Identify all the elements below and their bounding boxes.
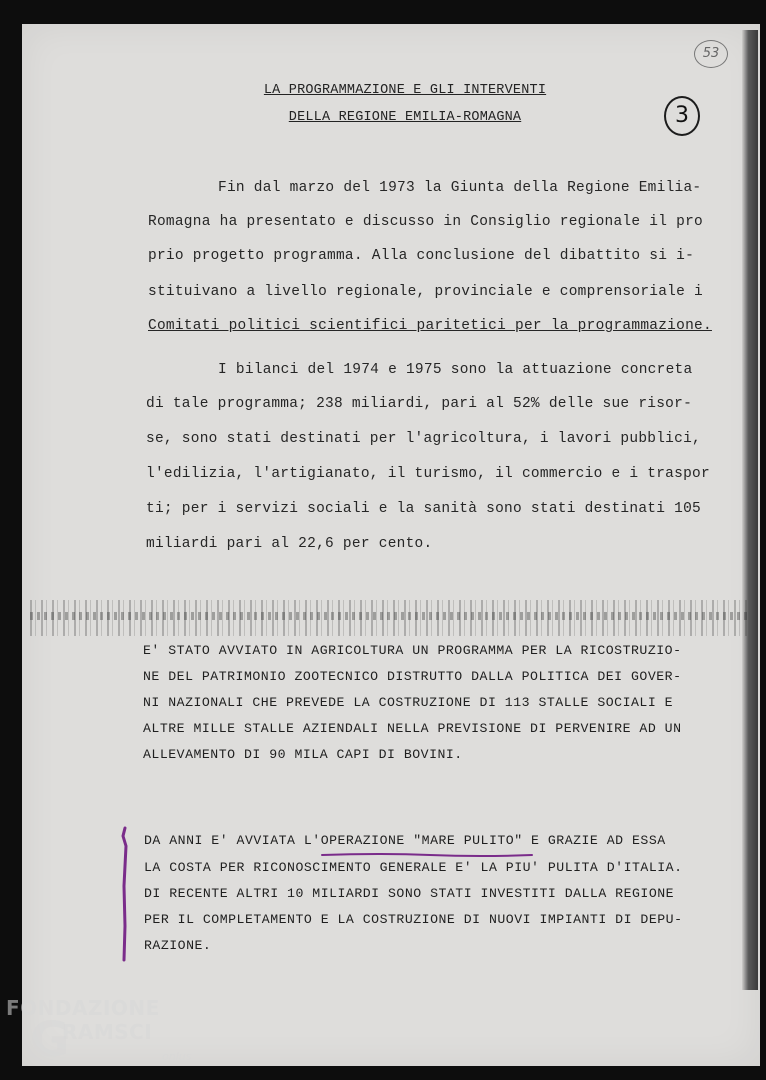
document-title-line-1: LA PROGRAMMAZIONE E GLI INTERVENTI xyxy=(263,83,547,98)
paragraph-3-line: ALTRE MILLE STALLE AZIENDALI NELLA PREVISIONE DI PERVENIRE AD UN xyxy=(143,721,682,736)
paragraph-2-line: l'edilizia, l'artigianato, il turismo, il commercio e i traspor xyxy=(146,466,710,482)
archive-number-stamp: 53 xyxy=(694,40,728,68)
paragraph-3-line: NE DEL PATRIMONIO ZOOTECNICO DISTRUTTO DALLA POLITICA DEI GOVER- xyxy=(143,669,682,684)
paragraph-1-line: Romagna ha presentato e discusso in Consiglio regionale il pro xyxy=(148,214,703,230)
scan-noise-band xyxy=(30,612,750,620)
paragraph-2-line: ti; per i servizi sociali e la sanità sono stati destinati 105 xyxy=(146,501,701,517)
paragraph-1-underlined-line: Comitati politici scientifici paritetici per la programmazione. xyxy=(148,318,712,334)
document-title-line-2: DELLA REGIONE EMILIA-ROMAGNA xyxy=(288,110,522,125)
paragraph-2-line: di tale programma; 238 miliardi, pari al 52% delle sue risor- xyxy=(146,396,693,412)
paragraph-4-line: DA ANNI E' AVVIATA L'OPERAZIONE "MARE PULITO" E GRAZIE AD ESSA xyxy=(144,833,666,848)
page-edge-shadow xyxy=(742,30,758,990)
paragraph-2-line: se, sono stati destinati per l'agricoltura, i lavori pubblici, xyxy=(146,431,701,447)
paragraph-1-line: Fin dal marzo del 1973 la Giunta della Regione Emilia- xyxy=(218,180,702,196)
margin-annotation-mark xyxy=(120,826,130,962)
watermark-g-letter: G xyxy=(30,1012,70,1068)
paragraph-4-line: LA COSTA PER RICONOSCIMENTO GENERALE E' LA PIU' PULITA D'ITALIA. xyxy=(144,860,683,875)
paragraph-1-line: prio progetto programma. Alla conclusione del dibattito si i- xyxy=(148,248,695,264)
paragraph-2-line: I bilanci del 1974 e 1975 sono la attuazione concreta xyxy=(218,362,693,378)
fondazione-gramsci-watermark xyxy=(6,996,206,1076)
page-number: 3 xyxy=(664,96,700,136)
paragraph-2-line: miliardi pari al 22,6 per cento. xyxy=(146,536,433,552)
paragraph-1-line: stituivano a livello regionale, provinciale e comprensoriale i xyxy=(148,284,703,300)
paragraph-4-line: DI RECENTE ALTRI 10 MILIARDI SONO STATI INVESTITI DALLA REGIONE xyxy=(144,886,675,901)
watermark-line-1: FONDAZIONE xyxy=(6,996,160,1020)
paragraph-4-line: RAZIONE. xyxy=(144,938,212,953)
watermark-line-2: RAMSCI xyxy=(62,1020,153,1044)
paragraph-3-line: NI NAZIONALI CHE PREVEDE LA COSTRUZIONE DI 113 STALLE SOCIALI E xyxy=(143,695,674,710)
paragraph-3-line: ALLEVAMENTO DI 90 MILA CAPI DI BOVINI. xyxy=(143,747,463,762)
handwritten-underline-mark xyxy=(320,852,534,858)
watermark-line-3: onlus xyxy=(162,1050,192,1063)
paragraph-4-line: PER IL COMPLETAMENTO E LA COSTRUZIONE DI NUOVI IMPIANTI DI DEPU- xyxy=(144,912,683,927)
paragraph-3-line: E' STATO AVVIATO IN AGRICOLTURA UN PROGRAMMA PER LA RICOSTRUZIO- xyxy=(143,643,682,658)
